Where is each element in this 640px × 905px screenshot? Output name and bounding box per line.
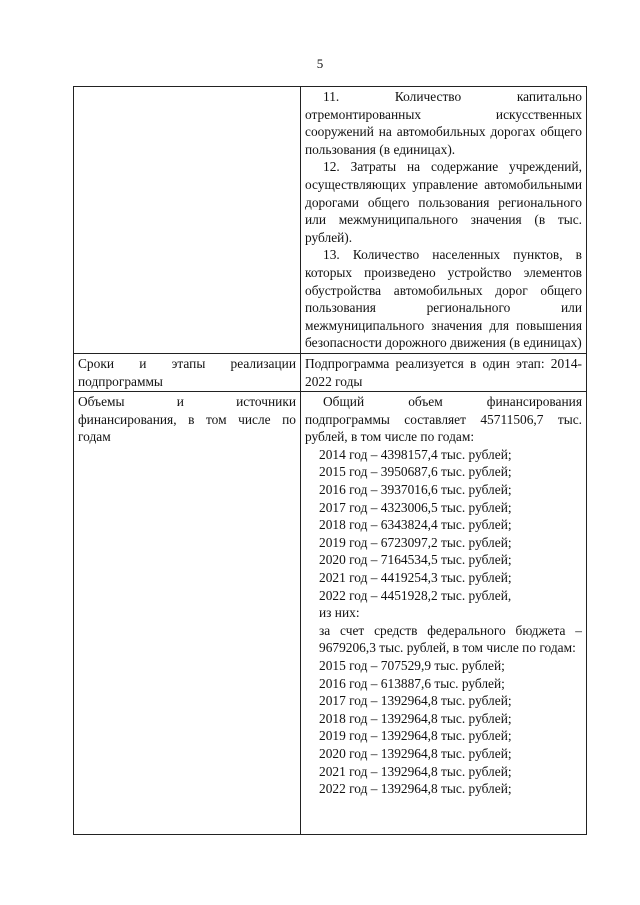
terms-label: Сроки и этапы реализации подпрограммы <box>74 353 301 391</box>
of-them-label: из них: <box>319 605 360 621</box>
funding-year-line: 2018 год – 6343824,4 тыс. рублей; <box>319 517 512 533</box>
subprogram-passport-table <box>73 86 587 835</box>
funding-year-line: 2014 год – 4398157,4 тыс. рублей; <box>319 446 512 462</box>
federal-year-line: 2022 год – 1392964,8 тыс. рублей; <box>319 781 512 797</box>
funding-total-intro: Общий объем финансирования подпрограммы составляет 45711506,7 тыс. рублей, в том числе по годам: <box>305 394 582 445</box>
federal-year-line: 2019 год – 1392964,8 тыс. рублей; <box>319 728 512 744</box>
federal-year-line: 2016 год – 613887,6 тыс. рублей; <box>319 675 505 691</box>
funding-year-line: 2021 год – 4419254,3 тыс. рублей; <box>319 570 512 586</box>
funding-label: Объемы и источники финансирования, в том числе по годам <box>74 392 301 835</box>
funding-year-line: 2019 год – 6723097,2 тыс. рублей; <box>319 534 512 550</box>
table-row <box>74 353 587 391</box>
funding-year-line: 2015 год – 3950687,6 тыс. рублей; <box>319 464 512 480</box>
federal-year-line: 2017 год – 1392964,8 тыс. рублей; <box>319 693 512 709</box>
funding-year-line: 2022 год – 4451928,2 тыс. рублей, <box>319 587 512 603</box>
federal-year-line: 2021 год – 1392964,8 тыс. рублей; <box>319 763 512 779</box>
table-row <box>74 87 587 354</box>
indicator-11: 11. Количество капитально отремонтированных искусственных сооружений на автомобильных дорогах общего пользования (в единицах). <box>305 89 582 157</box>
terms-value: Подпрограмма реализуется в один этап: 2014-2022 годы <box>301 353 587 391</box>
federal-year-line: 2015 год – 707529,9 тыс. рублей; <box>319 658 505 673</box>
indicator-12: 12. Затраты на содержание учреждений, осуществляющих управление автомобильными дорогами общего пользования регионального или межмуниципального значения (в тыс. рублей). <box>305 159 582 245</box>
indicator-13: 13. Количество населенных пунктов, в которых произведено устройство элементов обустройства автомобильных дорог общего пользования регионального или межмуниципального значения для повышения безопасности дорожного движения (в единицах) <box>305 247 582 351</box>
funding-year-line: 2016 год – 3937016,6 тыс. рублей; <box>319 482 512 498</box>
funding-year-line: 2017 год – 4323006,5 тыс. рублей; <box>319 499 512 515</box>
federal-funding-intro: за счет средств федерального бюджета – 9679206,3 тыс. рублей, в том числе по годам: <box>319 622 582 656</box>
page-number: 5 <box>316 56 324 71</box>
funding-year-line: 2020 год – 7164534,5 тыс. рублей; <box>319 552 512 568</box>
table-row <box>74 392 587 835</box>
federal-year-line: 2020 год – 1392964,8 тыс. рублей; <box>319 745 512 761</box>
funding-cell <box>301 392 587 835</box>
row-label-empty <box>74 87 301 354</box>
indicators-cell <box>301 87 587 354</box>
federal-year-line: 2018 год – 1392964,8 тыс. рублей; <box>319 710 512 726</box>
